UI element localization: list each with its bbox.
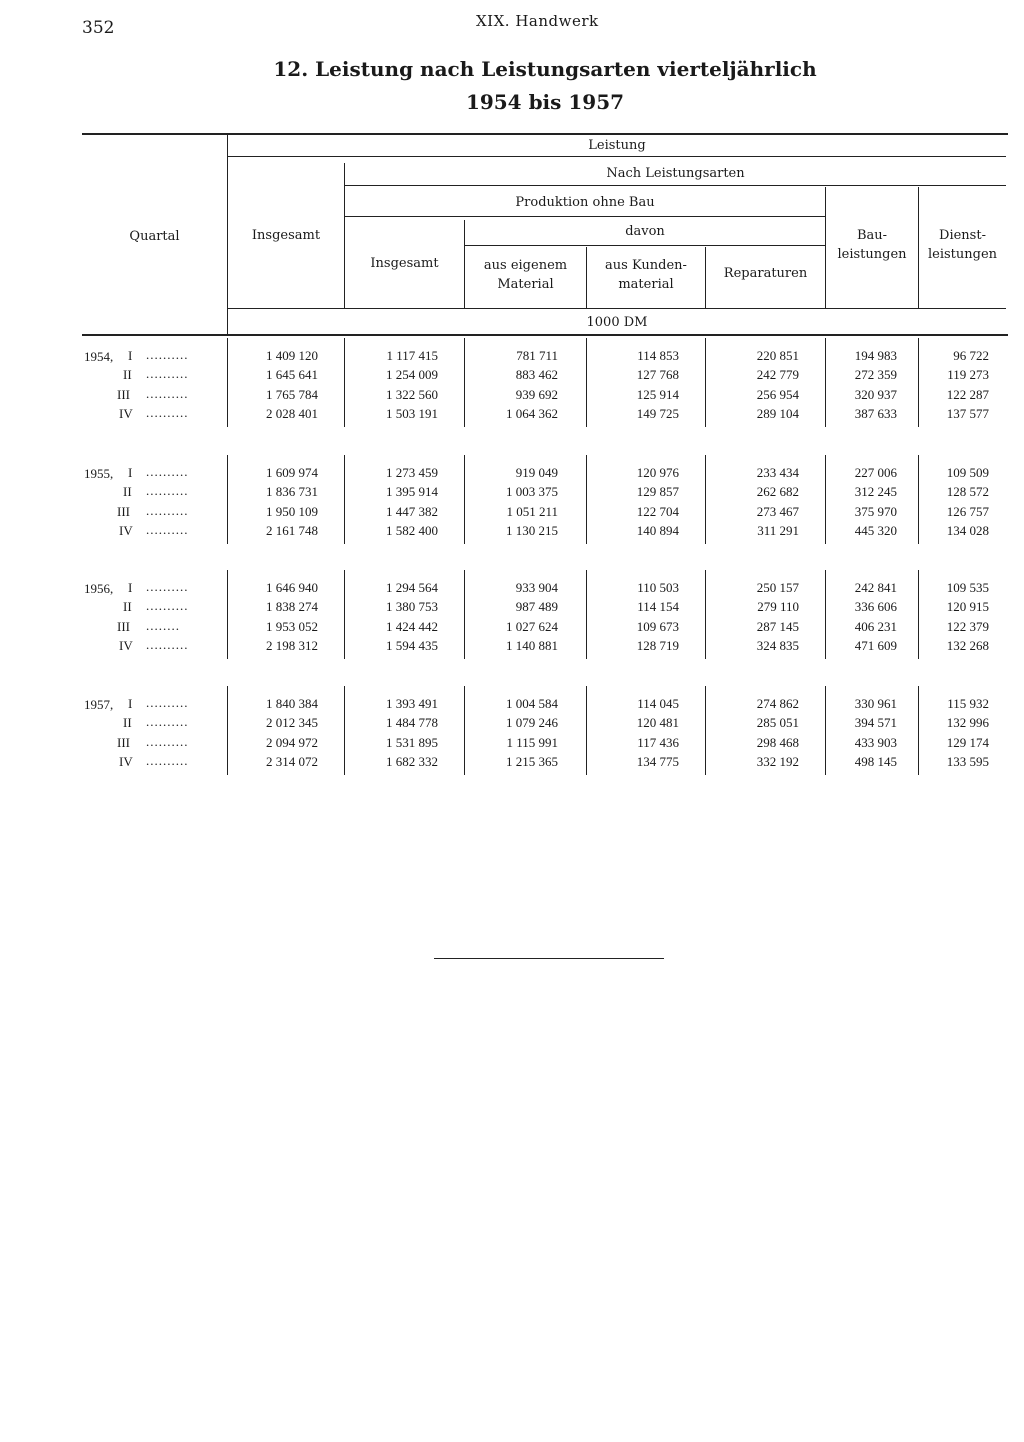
- column-rule: [344, 686, 345, 775]
- cell-insgesamt: 2 094 972: [266, 734, 318, 750]
- cell-dienstleistungen: 122 379: [946, 618, 989, 634]
- cell-produktion-insgesamt: 1 254 009: [386, 367, 438, 383]
- cell-insgesamt: 1 836 731: [266, 484, 318, 500]
- column-rule: [918, 686, 919, 775]
- cell-reparaturen: 273 467: [756, 503, 799, 519]
- cell-produktion-insgesamt: 1 594 435: [386, 637, 438, 653]
- cell-aus-kundenmaterial: 149 725: [636, 405, 679, 421]
- cell-produktion-insgesamt: 1 117 415: [386, 348, 438, 363]
- cell-insgesamt: 1 838 274: [266, 599, 318, 615]
- header-unit: 1000 DM: [586, 315, 648, 330]
- cell-bauleistungen: 320 937: [854, 386, 897, 402]
- header-produktion-insgesamt: Insgesamt: [370, 256, 439, 271]
- cell-dienstleistungen: 132 268: [946, 637, 989, 653]
- cell-bauleistungen: 498 145: [854, 753, 897, 769]
- column-rule: [227, 455, 228, 544]
- cell-produktion-insgesamt: 1 424 442: [386, 618, 438, 634]
- cell-bauleistungen: 312 245: [854, 484, 897, 500]
- cell-reparaturen: 242 779: [756, 367, 799, 383]
- row-leader-dots: ..........: [146, 695, 189, 710]
- cell-insgesamt: 2 161 748: [266, 522, 318, 538]
- cell-produktion-insgesamt: 1 484 778: [386, 715, 438, 731]
- cell-aus-kundenmaterial: 120 481: [636, 715, 679, 731]
- cell-aus-kundenmaterial: 114 853: [637, 348, 679, 363]
- row-leader-dots: ..........: [146, 636, 189, 652]
- column-rule: [344, 455, 345, 544]
- column-rule: [825, 338, 826, 427]
- cell-reparaturen: 289 104: [756, 405, 799, 421]
- cell-aus-eigenem-material: 1 130 215: [506, 522, 558, 538]
- cell-dienstleistungen: 120 915: [946, 599, 989, 615]
- cell-aus-kundenmaterial: 110 503: [637, 580, 679, 595]
- header-aus-eigenem-line2: Material: [497, 277, 554, 292]
- cell-aus-kundenmaterial: 120 976: [636, 465, 679, 480]
- cell-bauleistungen: 387 633: [854, 405, 897, 421]
- cell-insgesamt: 1 645 641: [266, 367, 318, 383]
- column-rule: [918, 338, 919, 427]
- cell-insgesamt: 2 012 345: [266, 715, 318, 731]
- cell-dienstleistungen: 128 572: [946, 484, 989, 500]
- cell-dienstleistungen: 134 028: [946, 522, 989, 538]
- cell-insgesamt: 1 646 940: [266, 580, 318, 595]
- cell-aus-kundenmaterial: 114 045: [637, 696, 679, 711]
- row-year: 1957,: [84, 697, 114, 712]
- cell-aus-eigenem-material: 1 064 362: [506, 405, 558, 421]
- cell-insgesamt: 2 314 072: [266, 753, 318, 769]
- header-leistung: Leistung: [588, 138, 646, 153]
- cell-aus-kundenmaterial: 140 894: [636, 522, 679, 538]
- cell-reparaturen: 274 862: [756, 696, 799, 711]
- cell-insgesamt: 1 950 109: [266, 503, 318, 519]
- column-rule: [586, 338, 587, 427]
- row-leader-dots: ..........: [146, 404, 189, 420]
- page-number: 352: [82, 18, 115, 38]
- column-rule: [464, 570, 465, 659]
- cell-insgesamt: 1 840 384: [266, 696, 318, 711]
- end-rule: [434, 958, 664, 959]
- cell-dienstleistungen: 109 509: [946, 465, 989, 480]
- row-quarter: II: [123, 715, 132, 731]
- cell-produktion-insgesamt: 1 582 400: [386, 522, 438, 538]
- row-quarter: I: [128, 465, 133, 480]
- cell-aus-eigenem-material: 1 027 624: [506, 618, 558, 634]
- table-title: 12. Leistung nach Leistungsarten vierteljährlich: [273, 57, 817, 81]
- cell-aus-eigenem-material: 1 051 211: [506, 503, 558, 519]
- header-produktion-ohne-bau: Produktion ohne Bau: [515, 195, 655, 210]
- cell-aus-kundenmaterial: 125 914: [636, 386, 679, 402]
- cell-bauleistungen: 433 903: [854, 734, 897, 750]
- column-rule: [344, 338, 345, 427]
- header-aus-kunden-line1: aus Kunden-: [605, 258, 687, 273]
- column-rule: [586, 570, 587, 659]
- row-quarter: I: [128, 580, 133, 595]
- cell-aus-kundenmaterial: 129 857: [636, 484, 679, 500]
- cell-reparaturen: 256 954: [756, 386, 799, 402]
- cell-aus-eigenem-material: 1 115 991: [506, 734, 558, 750]
- row-quarter: II: [123, 484, 132, 500]
- column-rule: [705, 570, 706, 659]
- column-rule: [464, 338, 465, 427]
- row-year: 1955,: [84, 466, 114, 481]
- cell-bauleistungen: 194 983: [854, 348, 897, 363]
- cell-aus-eigenem-material: 919 049: [515, 465, 558, 480]
- cell-produktion-insgesamt: 1 531 895: [386, 734, 438, 750]
- cell-insgesamt: 1 765 784: [266, 386, 318, 402]
- header-dienst-line1: Dienst-: [939, 228, 986, 243]
- cell-produktion-insgesamt: 1 273 459: [386, 465, 438, 480]
- cell-aus-eigenem-material: 987 489: [515, 599, 558, 615]
- header-quartal: Quartal: [129, 229, 180, 244]
- row-quarter: IV: [119, 522, 133, 538]
- row-leader-dots: ..........: [146, 598, 189, 614]
- cell-bauleistungen: 394 571: [854, 715, 897, 731]
- row-leader-dots: ..........: [146, 579, 189, 594]
- column-rule: [825, 455, 826, 544]
- row-leader-dots: ..........: [146, 464, 189, 479]
- cell-dienstleistungen: 109 535: [946, 580, 989, 595]
- column-rule: [227, 570, 228, 659]
- cell-aus-eigenem-material: 781 711: [516, 348, 558, 363]
- cell-produktion-insgesamt: 1 393 491: [386, 696, 438, 711]
- cell-bauleistungen: 406 231: [854, 618, 897, 634]
- cell-aus-eigenem-material: 883 462: [515, 367, 558, 383]
- cell-dienstleistungen: 96 722: [953, 348, 989, 363]
- column-rule: [464, 686, 465, 775]
- cell-reparaturen: 332 192: [756, 753, 799, 769]
- cell-reparaturen: 279 110: [757, 599, 799, 615]
- row-quarter: I: [128, 696, 133, 711]
- cell-aus-kundenmaterial: 114 154: [637, 599, 679, 615]
- row-leader-dots: ..........: [146, 714, 189, 730]
- cell-reparaturen: 287 145: [756, 618, 799, 634]
- column-rule: [464, 455, 465, 544]
- cell-produktion-insgesamt: 1 380 753: [386, 599, 438, 615]
- cell-reparaturen: 285 051: [756, 715, 799, 731]
- cell-aus-kundenmaterial: 122 704: [636, 503, 679, 519]
- header-bau-line2: leistungen: [837, 247, 907, 262]
- table-subtitle: 1954 bis 1957: [465, 90, 625, 114]
- column-rule: [825, 686, 826, 775]
- row-year: 1954,: [84, 349, 114, 364]
- header-nach-leistungsarten: Nach Leistungsarten: [606, 166, 745, 181]
- row-leader-dots: ..........: [146, 347, 189, 362]
- row-quarter: III: [117, 734, 130, 750]
- cell-dienstleistungen: 133 595: [946, 753, 989, 769]
- cell-dienstleistungen: 137 577: [946, 405, 989, 421]
- column-rule: [705, 455, 706, 544]
- cell-bauleistungen: 445 320: [854, 522, 897, 538]
- column-rule: [586, 455, 587, 544]
- cell-reparaturen: 324 835: [756, 637, 799, 653]
- row-year: 1956,: [84, 581, 114, 596]
- row-quarter: II: [123, 599, 132, 615]
- header-insgesamt: Insgesamt: [251, 228, 321, 243]
- cell-dienstleistungen: 132 996: [946, 715, 989, 731]
- row-quarter: I: [128, 348, 133, 363]
- cell-aus-eigenem-material: 1 004 584: [506, 696, 558, 711]
- column-rule: [918, 570, 919, 659]
- cell-produktion-insgesamt: 1 322 560: [386, 386, 438, 402]
- column-rule: [705, 338, 706, 427]
- cell-aus-kundenmaterial: 127 768: [636, 367, 679, 383]
- cell-aus-kundenmaterial: 128 719: [636, 637, 679, 653]
- cell-reparaturen: 220 851: [756, 348, 799, 363]
- header-bauleistungen: [826, 226, 918, 264]
- row-leader-dots: ..........: [146, 733, 189, 749]
- cell-produktion-insgesamt: 1 294 564: [386, 580, 438, 595]
- cell-bauleistungen: 375 970: [854, 503, 897, 519]
- cell-aus-kundenmaterial: 109 673: [636, 618, 679, 634]
- row-leader-dots: ..........: [146, 385, 189, 401]
- row-leader-dots: ..........: [146, 502, 189, 518]
- cell-insgesamt: 2 028 401: [266, 405, 318, 421]
- cell-aus-eigenem-material: 933 904: [515, 580, 558, 595]
- cell-bauleistungen: 242 841: [854, 580, 897, 595]
- column-rule: [705, 686, 706, 775]
- cell-reparaturen: 233 434: [756, 465, 799, 480]
- cell-reparaturen: 311 291: [757, 522, 799, 538]
- cell-produktion-insgesamt: 1 447 382: [386, 503, 438, 519]
- cell-bauleistungen: 471 609: [854, 637, 897, 653]
- column-rule: [586, 686, 587, 775]
- row-quarter: IV: [119, 753, 133, 769]
- header-aus-eigenem-material: [465, 256, 586, 294]
- cell-reparaturen: 262 682: [756, 484, 799, 500]
- row-quarter: IV: [119, 637, 133, 653]
- cell-bauleistungen: 330 961: [854, 696, 897, 711]
- cell-aus-eigenem-material: 1 003 375: [506, 484, 558, 500]
- cell-produktion-insgesamt: 1 503 191: [386, 405, 438, 421]
- header-aus-kunden-line2: material: [618, 277, 674, 292]
- cell-dienstleistungen: 119 273: [947, 367, 989, 383]
- row-leader-dots: ........: [146, 617, 180, 633]
- cell-aus-kundenmaterial: 134 775: [636, 753, 679, 769]
- cell-aus-eigenem-material: 1 215 365: [506, 753, 558, 769]
- cell-aus-eigenem-material: 1 140 881: [506, 637, 558, 653]
- row-quarter: III: [117, 503, 130, 519]
- cell-reparaturen: 298 468: [756, 734, 799, 750]
- cell-bauleistungen: 272 359: [854, 367, 897, 383]
- row-quarter: III: [117, 386, 130, 402]
- row-leader-dots: ..........: [146, 752, 189, 768]
- cell-produktion-insgesamt: 1 682 332: [386, 753, 438, 769]
- cell-bauleistungen: 336 606: [854, 599, 897, 615]
- row-quarter: II: [123, 367, 132, 383]
- cell-dienstleistungen: 115 932: [947, 696, 989, 711]
- header-aus-kundenmaterial: [587, 256, 705, 294]
- row-quarter: III: [117, 618, 130, 634]
- column-rule: [918, 455, 919, 544]
- section-title: XIX. Handwerk: [476, 12, 599, 30]
- cell-insgesamt: 1 409 120: [266, 348, 318, 363]
- header-aus-eigenem-line1: aus eigenem: [483, 258, 568, 273]
- column-rule: [344, 570, 345, 659]
- cell-dienstleistungen: 122 287: [946, 386, 989, 402]
- cell-reparaturen: 250 157: [756, 580, 799, 595]
- cell-produktion-insgesamt: 1 395 914: [386, 484, 438, 500]
- cell-dienstleistungen: 126 757: [946, 503, 989, 519]
- cell-aus-eigenem-material: 1 079 246: [506, 715, 558, 731]
- column-rule: [227, 338, 228, 427]
- cell-insgesamt: 2 198 312: [266, 637, 318, 653]
- header-dienst-line2: leistungen: [927, 247, 998, 262]
- cell-dienstleistungen: 129 174: [946, 734, 989, 750]
- header-davon: davon: [625, 224, 665, 239]
- header-dienstleistungen: [919, 226, 1006, 264]
- row-quarter: IV: [119, 405, 133, 421]
- header-reparaturen: Reparaturen: [723, 266, 808, 281]
- header-bau-line1: Bau-: [856, 228, 888, 243]
- column-rule: [227, 686, 228, 775]
- cell-aus-eigenem-material: 939 692: [515, 386, 558, 402]
- row-leader-dots: ..........: [146, 521, 189, 537]
- column-rule: [825, 570, 826, 659]
- row-leader-dots: ..........: [146, 366, 189, 382]
- cell-insgesamt: 1 609 974: [266, 465, 318, 480]
- row-leader-dots: ..........: [146, 483, 189, 499]
- cell-bauleistungen: 227 006: [854, 465, 897, 480]
- cell-insgesamt: 1 953 052: [266, 618, 318, 634]
- cell-aus-kundenmaterial: 117 436: [637, 734, 679, 750]
